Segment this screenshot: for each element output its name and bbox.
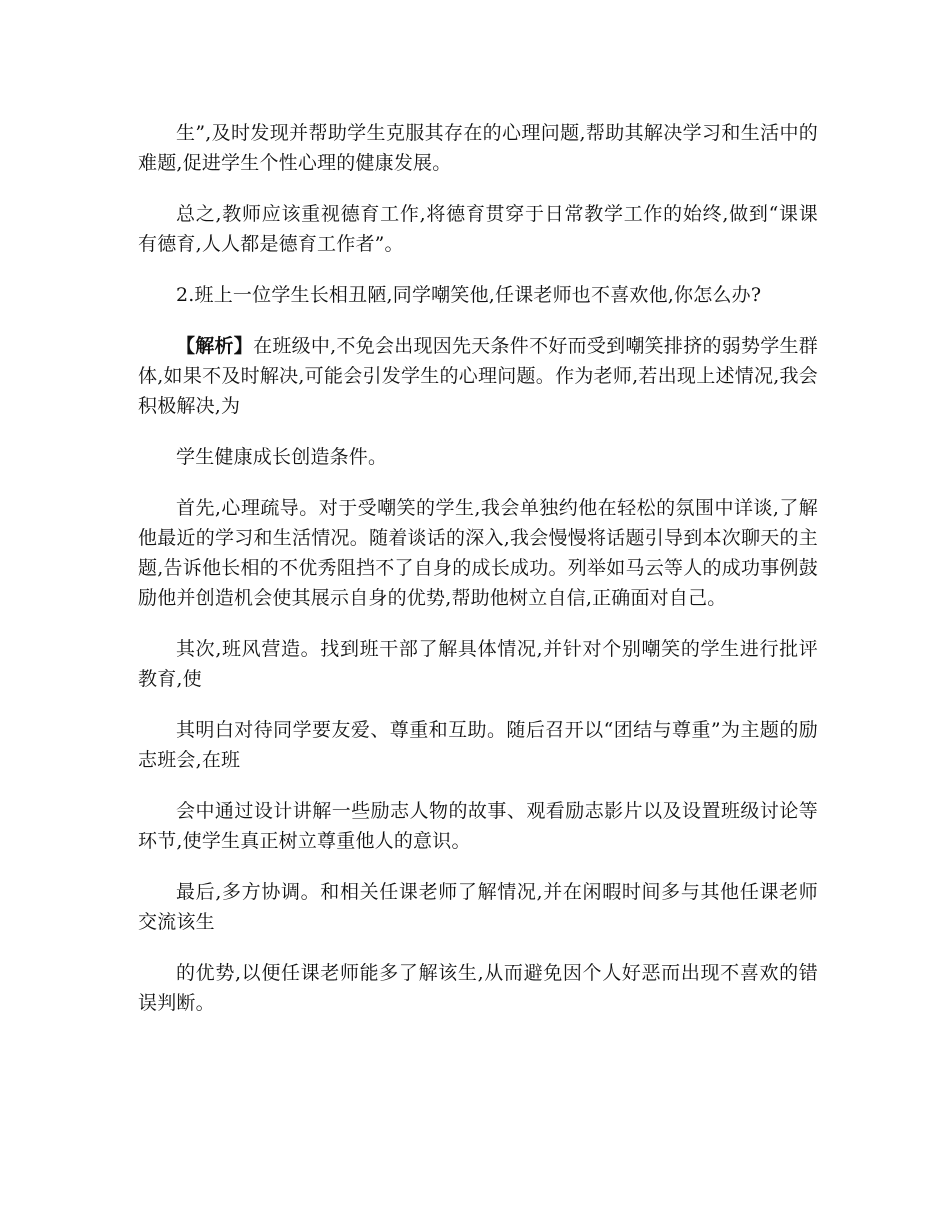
paragraph-5 xyxy=(138,442,818,472)
paragraph-text: 最后,多方协调。和相关任课老师了解情况,并在闲暇时间多与其他任课老师交流该生 xyxy=(138,881,818,933)
paragraph-text: 总之,教师应该重视德育工作,将德育贯穿于日常教学工作的始终,做到“课课有德育,人人都是德育工作者”。 xyxy=(138,203,818,255)
paragraph-1 xyxy=(138,118,818,178)
paragraph-text: 在班级中,不免会出现因先天条件不好而受到嘲笑排挤的弱势学生群体,如果不及时解决,可能会引发学生的心理问题。作为老师,若出现上述情况,我会积极解决,为 xyxy=(138,335,818,417)
paragraph-first-step xyxy=(138,493,818,613)
paragraph-2 xyxy=(138,199,818,259)
paragraph-11 xyxy=(138,958,818,1018)
paragraph-final-step xyxy=(138,877,818,937)
paragraph-text: 其明白对待同学要友爱、尊重和互助。随后召开以“团结与尊重”为主题的励志班会,在班 xyxy=(138,719,818,771)
paragraph-text: 首先,心理疏导。对于受嘲笑的学生,我会单独约他在轻松的氛围中详谈,了解他最近的学习和生活情况。随着谈话的深入,我会慢慢将话题引导到本次聊天的主题,告诉他长相的不优秀阻挡不了自身的成长成功。列举如马云等人的成功事例鼓励他并创造机会使其展示自身的优势,帮助他树立自信,正确面对自己。 xyxy=(138,497,818,609)
paragraph-text: 的优势,以便任课老师能多了解该生,从而避免因个人好恶而出现不喜欢的错误判断。 xyxy=(138,962,818,1014)
document-page xyxy=(138,118,818,1039)
paragraph-text: 2.班上一位学生长相丑陋,同学嘲笑他,任课老师也不喜欢他,你怎么办? xyxy=(176,284,762,306)
paragraph-text: 会中通过设计讲解一些励志人物的故事、观看励志影片以及设置班级讨论等环节,使学生真正树立尊重他人的意识。 xyxy=(138,800,818,852)
paragraph-text: 学生健康成长创造条件。 xyxy=(176,446,388,468)
paragraph-9 xyxy=(138,796,818,856)
paragraph-second-step xyxy=(138,634,818,694)
paragraph-text: 其次,班风营造。找到班干部了解具体情况,并针对个别嘲笑的学生进行批评教育,使 xyxy=(138,638,818,690)
analysis-paragraph xyxy=(138,331,818,421)
analysis-label: 【解析】 xyxy=(176,335,254,357)
paragraph-8 xyxy=(138,715,818,775)
paragraph-text: 生”,及时发现并帮助学生克服其存在的心理问题,帮助其解决学习和生活中的难题,促进学生个性心理的健康发展。 xyxy=(138,122,818,174)
question-2 xyxy=(138,280,818,310)
